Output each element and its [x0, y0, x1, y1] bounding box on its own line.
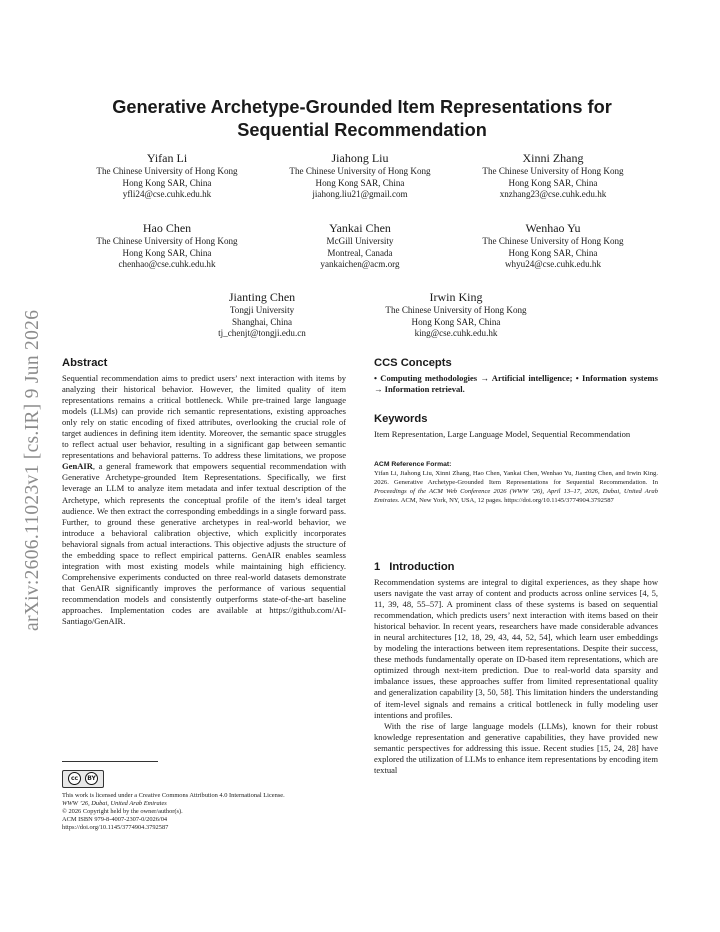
author-email[interactable]: jiahong.liu21@gmail.com [312, 189, 408, 200]
author-name: Jiahong Liu [331, 151, 389, 165]
author-location: Hong Kong SAR, China [411, 316, 501, 327]
framework-name: GenAIR [62, 461, 93, 472]
cc-by-badge[interactable] [62, 770, 104, 788]
conference-line: WWW ’26, Dubai, United Arab Emirates [62, 799, 167, 807]
section-title: Introduction [389, 561, 455, 573]
author-location: Hong Kong SAR, China [315, 177, 405, 188]
acm-reference-heading: ACM Reference Format: [374, 461, 452, 468]
copyright-line: © 2026 Copyright held by the owner/author(s). [62, 807, 183, 815]
license-line: This work is licensed under a Creative Commons Attribution 4.0 International License. [62, 791, 285, 799]
acm-reference-part: ACM, New York, NY, USA, 12 pages. https://doi.org/10.1145/3774904.3792587 [399, 496, 614, 504]
keywords-section [374, 412, 658, 440]
ccs-text: • Computing methodologies → Artificial intelligence; • Information systems → Information retrieval. [374, 373, 658, 395]
author-affiliation: The Chinese University of Hong Kong [385, 305, 527, 315]
introduction-heading [374, 560, 658, 574]
author-email[interactable]: yfli24@cse.cuhk.edu.hk [122, 189, 212, 200]
author-block [260, 151, 460, 201]
author-email[interactable]: yankaichen@acm.org [320, 259, 400, 270]
author-name: Irwin King [429, 290, 483, 304]
author-affiliation: The Chinese University of Hong Kong [96, 166, 238, 176]
author-name: Hao Chen [142, 221, 192, 235]
author-block [67, 221, 267, 271]
author-location: Hong Kong SAR, China [122, 177, 212, 188]
author-name: Yankai Chen [329, 221, 391, 235]
title-line-1: Generative Archetype-Grounded Item Representations for [112, 97, 612, 117]
author-location: Montreal, Canada [327, 247, 393, 258]
keywords-text: Item Representation, Large Language Model, Sequential Recommendation [374, 429, 631, 439]
introduction-section [374, 560, 658, 776]
doi-line[interactable]: https://doi.org/10.1145/3774904.3792587 [62, 824, 169, 832]
author-block [162, 290, 362, 340]
author-block [453, 151, 653, 201]
author-affiliation: The Chinese University of Hong Kong [482, 236, 624, 246]
abstract-text-part: Sequential recommendation aims to predict users’ next interaction with items by analyzing their historical behavior. However, the limited quality of item representations remains a critical bottleneck. While pre-trained large language models (LLMs) can provide rich semantic representations, existing approaches only rely on static encoding of fixed attributes, overlooking the crucial role of target audiences in defining item identity. Moreover, the semantic space struggles to reflect actual user behavior, resulting in a significant gap between semantic representations and behavioral patterns. To address these limitations, we propose [62, 373, 346, 461]
author-email[interactable]: chenhao@cse.cuhk.edu.hk [118, 259, 216, 270]
author-name: Xinni Zhang [522, 151, 584, 165]
acm-reference-text [374, 470, 658, 505]
author-email[interactable]: whyu24@cse.cuhk.edu.hk [504, 259, 601, 270]
introduction-paragraph: Recommendation systems are integral to digital experiences, as they shape how users navigate the vast array of content and products across online services [4, 5, 11, 39, 48, 55–57]. A prominent class of these systems is based on sequential recommendation, which predicts users’ next interaction with items based on their historical behavior. In recent years, researchers have made considerable advances in neural architectures [12, 18, 29, 43, 44, 52, 54], which learn user embeddings by modeling the interactions between item representations. Despite their success, these methods fundamentally operate on ID-based item representations, which are optimized through next-item prediction. Due to real-world data sparsity and imbalance issues, these approaches suffer from limited representational quality and generalization capability [3, 50, 58]. This limitation hinders the understanding of item-level signals and remains a critical bottleneck in fully modeling user intentions and profiles. [374, 577, 658, 720]
author-name: Wenhao Yu [525, 221, 581, 235]
by-icon: BY [85, 772, 98, 785]
arxiv-identifier: arXiv:2606.11023v1 [cs.IR] 9 Jun 2026 [22, 309, 43, 631]
acm-reference-section [374, 461, 658, 505]
author-affiliation: The Chinese University of Hong Kong [289, 166, 431, 176]
author-block [260, 221, 460, 271]
abstract-heading: Abstract [62, 357, 108, 369]
author-affiliation: McGill University [326, 236, 394, 246]
author-email[interactable]: king@cse.cuhk.edu.hk [414, 328, 498, 339]
author-location: Shanghai, China [231, 316, 293, 327]
author-name: Jianting Chen [228, 290, 296, 304]
keywords-heading: Keywords [374, 413, 428, 425]
author-location: Hong Kong SAR, China [122, 247, 212, 258]
title-line-2: Sequential Recommendation [237, 120, 487, 140]
abstract-text [62, 373, 346, 627]
author-email[interactable]: xnzhang23@cse.cuhk.edu.hk [499, 189, 607, 200]
abstract-text-part: , a general framework that empowers sequential recommendation with Generative Archetype-grounded Item Representations. Specifically, we first leverage an LLM to analyze item metadata and infer textual description of the Archetype, which represents the conceptual profile of the item’s ideal target audience. We then extract the corresponding embeddings in a single forward pass. Further, to ground these generative archetypes in real-world behavior, we introduce a behavioral calibration objective, which explicitly incorporates behavioral signals from actual interactions. This objective adjusts the structure of the embedding space to reflect empirical patterns. GenAIR enables seamless integration with most existing models while maintaining high efficiency. Comprehensive experiments conducted on three real-world datasets demonstrate that GenAIR significantly improves the performance of various sequential recommendation models and consistently outperforms state-of-the-art baseline approaches. Implementation codes are available at https://github.com/AI-Santiago/GenAIR. [62, 461, 346, 627]
author-affiliation: Tongji University [229, 305, 295, 315]
introduction-paragraph: With the rise of large language models (LLMs), known for their robust knowledge representation and generative capabilities, they have provided new semantic perspectives for addressing this issue. Recent studies [15, 24, 28] have explored the utilization of LLMs to enhance item representations by encoding item textual [374, 720, 658, 775]
paper-title [62, 96, 662, 142]
abstract-section [62, 356, 346, 627]
acm-reference-part: Yifan Li, Jiahong Liu, Xinni Zhang, Hao Chen, Yankai Chen, Wenhao Yu, Jianting Chen, and Irwin King. 2026. Generative Archetype-Grounded Item Representations for Sequential Recommendation. In [374, 470, 658, 486]
author-block [356, 290, 556, 340]
author-affiliation: The Chinese University of Hong Kong [96, 236, 238, 246]
ccs-section [374, 356, 658, 395]
author-affiliation: The Chinese University of Hong Kong [482, 166, 624, 176]
license-block [62, 767, 346, 833]
author-location: Hong Kong SAR, China [508, 177, 598, 188]
cc-icon: cc [68, 772, 81, 785]
author-block [67, 151, 267, 201]
ccs-heading: CCS Concepts [374, 357, 452, 369]
acm-reference-venue: Proceedings of the ACM Web Conference 2026 (WWW ’26), April 13–17, 2026, Dubai, United Arab Emirates. [374, 487, 658, 504]
section-number: 1 [374, 561, 381, 573]
footnote-rule [62, 761, 158, 762]
author-name: Yifan Li [146, 151, 188, 165]
author-location: Hong Kong SAR, China [508, 247, 598, 258]
author-block [453, 221, 653, 271]
isbn-line: ACM ISBN 979-8-4007-2307-0/2026/04 [62, 816, 168, 824]
author-email[interactable]: tj_chenjt@tongji.edu.cn [218, 328, 306, 339]
